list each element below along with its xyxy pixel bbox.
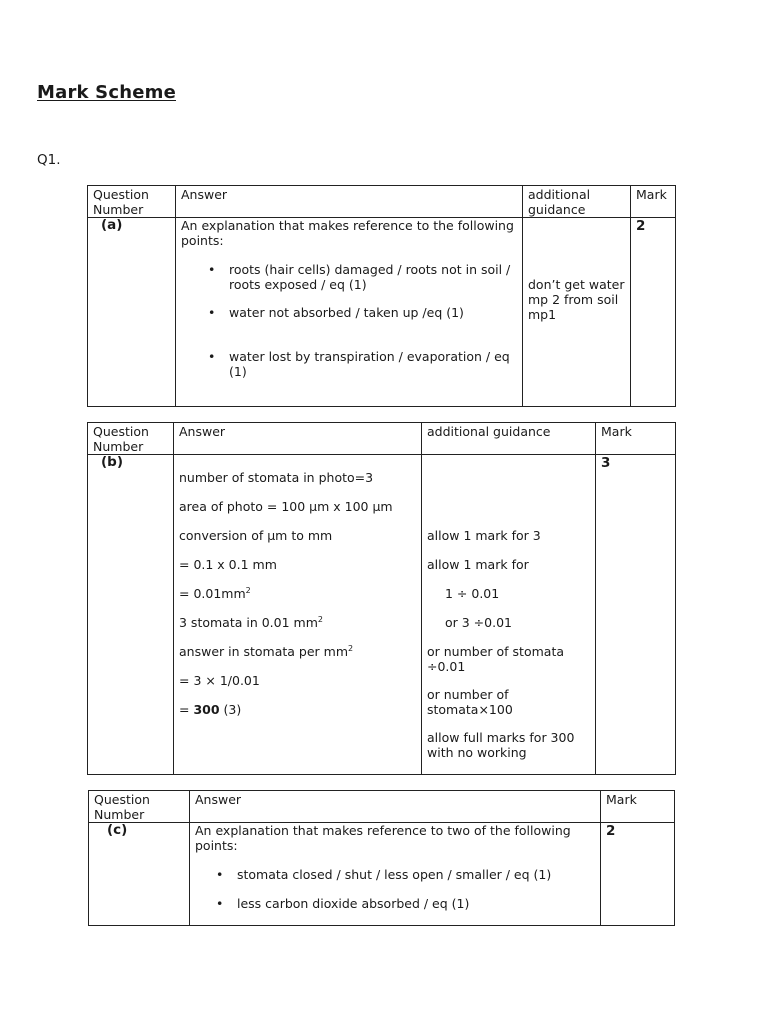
question-number-cell: [89, 823, 190, 926]
guidance-line: or number of stomata×100: [427, 687, 513, 717]
header-additional-guidance: additional guidance: [422, 423, 596, 455]
mark-table-a: [87, 185, 676, 407]
mark-cell: [631, 218, 676, 407]
question-label: Q1.: [37, 152, 61, 168]
answer-point: • water lost by transpiration / evaporation / eq (1): [229, 349, 517, 379]
guidance-line: allow full marks for 300 with no working: [427, 730, 575, 760]
guidance-line: or number of stomata ÷0.01: [427, 644, 564, 674]
header-mark: Mark: [596, 423, 676, 455]
header-answer: Answer: [174, 423, 422, 455]
answer-line: answer in stomata per $mm^2$: [179, 643, 354, 659]
guidance-line: 1 ÷ 0.01: [445, 586, 500, 601]
guidance-line: mp1: [528, 307, 557, 322]
mark-cell: [596, 455, 676, 775]
final-answer: = 300 (3): [179, 702, 242, 717]
header-answer: Answer: [176, 186, 523, 218]
question-part: (a): [101, 217, 123, 233]
guidance-line: allow 1 mark for: [427, 557, 529, 572]
mark-value: 2: [636, 218, 646, 234]
answer-cell: [190, 823, 601, 926]
question-part: (b): [101, 454, 124, 470]
header-question-number: Question Number: [89, 791, 190, 823]
guidance-cell: [523, 218, 631, 407]
answer-point: • water not absorbed / taken up /eq (1): [229, 305, 517, 320]
mark-value: 3: [601, 455, 611, 471]
answer-point: • stomata closed / shut / less open / smaller / eq (1): [237, 867, 595, 882]
answer-line: = 0.1 x 0.1 mm: [179, 557, 277, 572]
header-answer: Answer: [190, 791, 601, 823]
answer-line: = $0.01mm^2$: [179, 585, 251, 601]
header-mark: Mark: [601, 791, 675, 823]
answer-line: area of photo = 100 μm x 100 μm: [179, 499, 393, 514]
answer-line: conversion of μm to mm: [179, 528, 333, 543]
answer-cell: [176, 218, 523, 407]
answer-intro: An explanation that makes reference to the following points:: [181, 218, 514, 248]
page-title: Mark Scheme: [37, 82, 176, 103]
guidance-line: mp 2 from soil: [528, 292, 619, 307]
header-mark: Mark: [631, 186, 676, 218]
header-additional-guidance: additional guidance: [523, 186, 631, 218]
mark-table-b: [87, 422, 676, 775]
header-question-number: Question Number: [88, 423, 174, 455]
answer-line: number of stomata in photo=3: [179, 470, 374, 485]
header-question-number: Question Number: [88, 186, 176, 218]
question-part: (c): [107, 822, 128, 838]
question-number-cell: [88, 455, 174, 775]
mark-table-c: [88, 790, 675, 926]
answer-point: • less carbon dioxide absorbed / eq (1): [237, 896, 595, 911]
guidance-line: allow 1 mark for 3: [427, 528, 541, 543]
answer-intro: An explanation that makes reference to two of the following points:: [195, 823, 571, 853]
answer-line: 3 stomata in 0.01 $mm^2$: [179, 614, 323, 630]
question-number-cell: [88, 218, 176, 407]
guidance-line: don’t get water: [528, 277, 625, 292]
guidance-cell: [422, 455, 596, 775]
answer-line: = 3 × 1/0.01: [179, 673, 260, 688]
mark-cell: [601, 823, 675, 926]
answer-point: • roots (hair cells) damaged / roots not in soil / roots exposed / eq (1): [229, 262, 517, 292]
guidance-line: or 3 ÷0.01: [445, 615, 512, 630]
mark-value: 2: [606, 823, 616, 839]
answer-cell: [174, 455, 422, 775]
